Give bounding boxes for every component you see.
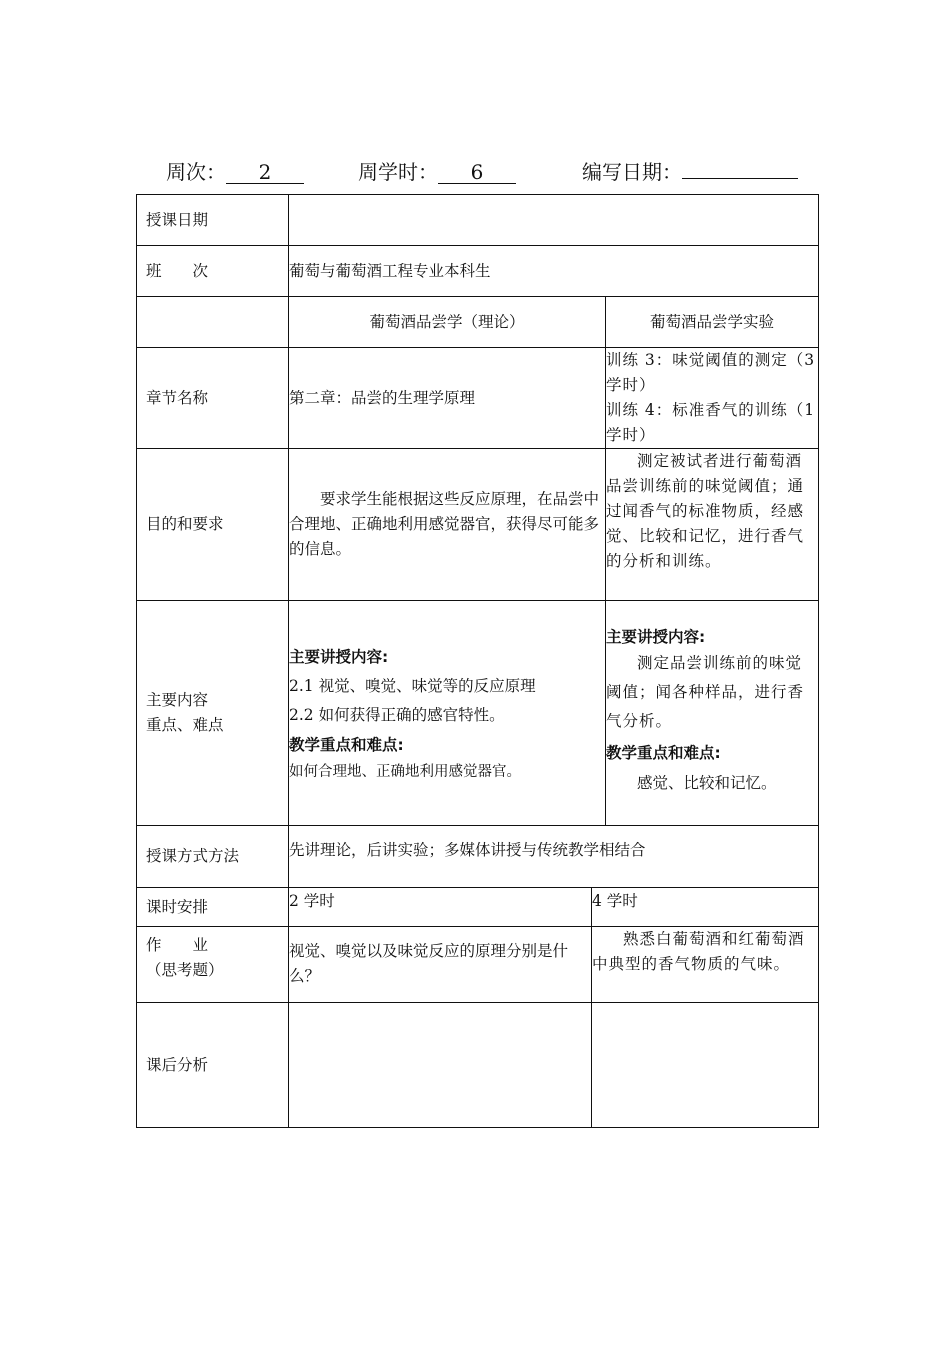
schedule-lab: 4 学时 <box>592 888 819 927</box>
week-label: 周次： <box>166 160 226 184</box>
chapter-lab-line1: 训练 3：味觉阈值的测定（3 学时） <box>606 351 816 394</box>
hours-label: 周学时： <box>358 160 438 184</box>
date-label: 编写日期： <box>582 160 682 184</box>
week-value: 2 <box>226 161 304 184</box>
purpose-label: 目的和要求 <box>137 449 289 601</box>
chapter-lab <box>606 348 819 449</box>
date-field <box>582 156 798 185</box>
class-label: 班 次 <box>137 246 289 297</box>
purpose-theory: 要求学生能根据这些反应原理，在品尝中合理地、正确地利用感觉器官，获得尽可能多的信息。 <box>289 449 606 601</box>
row-schedule <box>137 888 819 927</box>
header-line <box>0 152 952 188</box>
row-analysis <box>137 1003 819 1128</box>
row-content <box>137 601 819 826</box>
chapter-lab-line2: 训练 4：标准香气的训练（1 学时） <box>606 401 816 444</box>
content-theory-item2: 2.2 如何获得正确的感官特性。 <box>289 705 505 724</box>
row-chapter <box>137 348 819 449</box>
week-field <box>166 156 304 185</box>
date-value <box>289 195 819 246</box>
content-lab <box>606 601 819 826</box>
analysis-lab <box>592 1003 819 1128</box>
homework-label-line2: （思考题） <box>146 961 224 979</box>
content-lab-text: 测定品尝训练前的味觉阈值；闻各种样品，进行香气分析。 <box>606 654 805 730</box>
content-lab-key: 感觉、比较和记忆。 <box>637 774 777 792</box>
purpose-lab: 测定被试者进行葡萄酒品尝训练前的味觉阈值；通过闻香气的标准物质，经感觉、比较和记忆，进行香气的分析和训练。 <box>606 449 819 601</box>
row-purpose <box>137 449 819 601</box>
homework-label <box>137 927 289 1003</box>
row-homework <box>137 927 819 1003</box>
method-value: 先讲理论，后讲实验；多媒体讲授与传统教学相结合 <box>289 826 819 888</box>
homework-lab: 熟悉白葡萄酒和红葡萄酒中典型的香气物质的气味。 <box>592 927 819 1003</box>
content-theory-item1: 2.1 视觉、嗅觉、味觉等的反应原理 <box>289 676 536 695</box>
homework-label-line1: 作 业 <box>146 936 209 954</box>
content-theory <box>289 601 606 826</box>
content-lab-heading: 主要讲授内容: <box>606 628 706 646</box>
content-label <box>137 601 289 826</box>
course-label-cell <box>137 297 289 348</box>
schedule-theory: 2 学时 <box>289 888 592 927</box>
analysis-theory <box>289 1003 592 1128</box>
chapter-theory: 第二章：品尝的生理学原理 <box>289 348 606 449</box>
content-theory-key-heading: 教学重点和难点: <box>289 735 404 754</box>
row-method <box>137 826 819 888</box>
content-theory-heading: 主要讲授内容: <box>289 647 389 666</box>
chapter-label: 章节名称 <box>137 348 289 449</box>
content-lab-key-heading: 教学重点和难点: <box>606 744 721 762</box>
method-label: 授课方式方法 <box>137 826 289 888</box>
course-lab: 葡萄酒品尝学实验 <box>606 297 819 348</box>
lesson-plan-table <box>136 194 819 1128</box>
hours-field <box>358 156 516 185</box>
schedule-label: 课时安排 <box>137 888 289 927</box>
row-date <box>137 195 819 246</box>
row-course <box>137 297 819 348</box>
content-label-line2: 重点、难点 <box>146 716 224 734</box>
content-label-line1: 主要内容 <box>146 691 209 709</box>
course-theory: 葡萄酒品尝学（理论） <box>289 297 606 348</box>
analysis-label: 课后分析 <box>137 1003 289 1128</box>
date-label: 授课日期 <box>137 195 289 246</box>
homework-theory: 视觉、嗅觉以及味觉反应的原理分别是什么？ <box>289 927 592 1003</box>
date-value <box>682 178 798 179</box>
class-value: 葡萄与葡萄酒工程专业本科生 <box>289 246 819 297</box>
content-theory-key: 如何合理地、正确地利用感觉器官。 <box>289 763 521 780</box>
row-class <box>137 246 819 297</box>
hours-value: 6 <box>438 161 516 184</box>
